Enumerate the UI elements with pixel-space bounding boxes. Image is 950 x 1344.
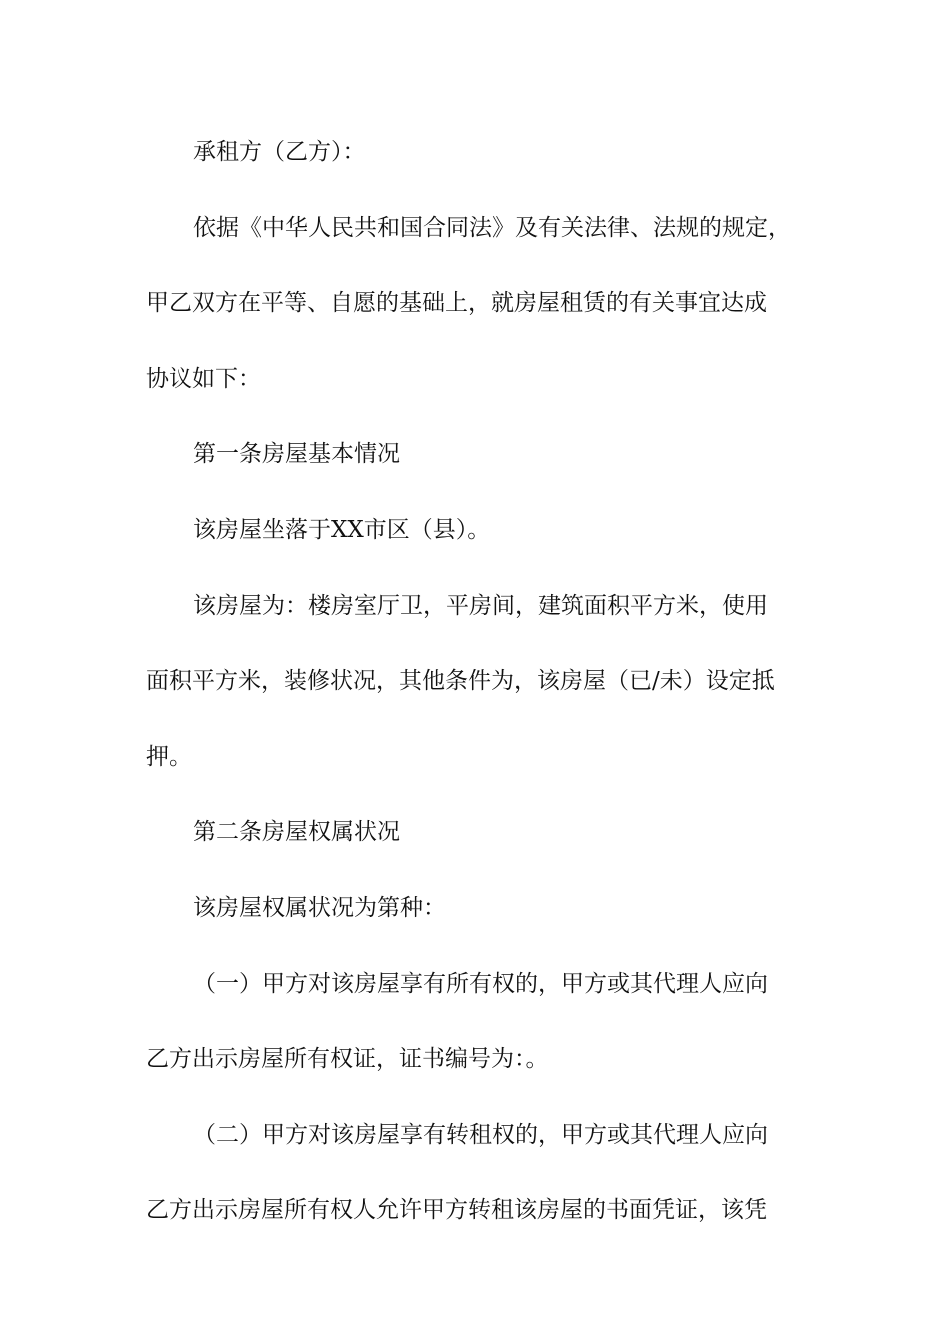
paragraph-line: 该房屋坐落于XX市区（县）。 [193,516,491,543]
paragraph-line: 面积平方米，装修状况，其他条件为，该房屋（已/未）设定抵 [146,668,775,695]
paragraph-line: 该房屋权属状况为第种： [193,894,446,921]
paragraph-line: 乙方出示房屋所有权证，证书编号为：。 [146,1046,549,1073]
section-heading: 第一条房屋基本情况 [193,441,400,468]
paragraph-line: 押。 [146,743,192,770]
paragraph-line: （二）甲方对该房屋享有转租权的，甲方或其代理人应向 [193,1121,768,1148]
paragraph-line: 甲乙双方在平等、自愿的基础上，就房屋租赁的有关事宜达成 [146,290,767,317]
paragraph-line: （一）甲方对该房屋享有所有权的，甲方或其代理人应向 [193,970,768,997]
paragraph-line: 乙方出示房屋所有权人允许甲方转租该房屋的书面凭证，该凭 [146,1197,767,1224]
lessee-line: 承租方（乙方）： [193,139,366,165]
paragraph-line: 依据《中华人民共和国合同法》及有关法律、法规的规定， [193,214,791,241]
paragraph-line: 该房屋为：楼房室厅卫，平房间，建筑面积平方米，使用 [193,592,768,619]
section-heading: 第二条房屋权属状况 [193,819,400,846]
paragraph-line: 协议如下： [146,365,261,392]
document-body [146,129,811,1263]
